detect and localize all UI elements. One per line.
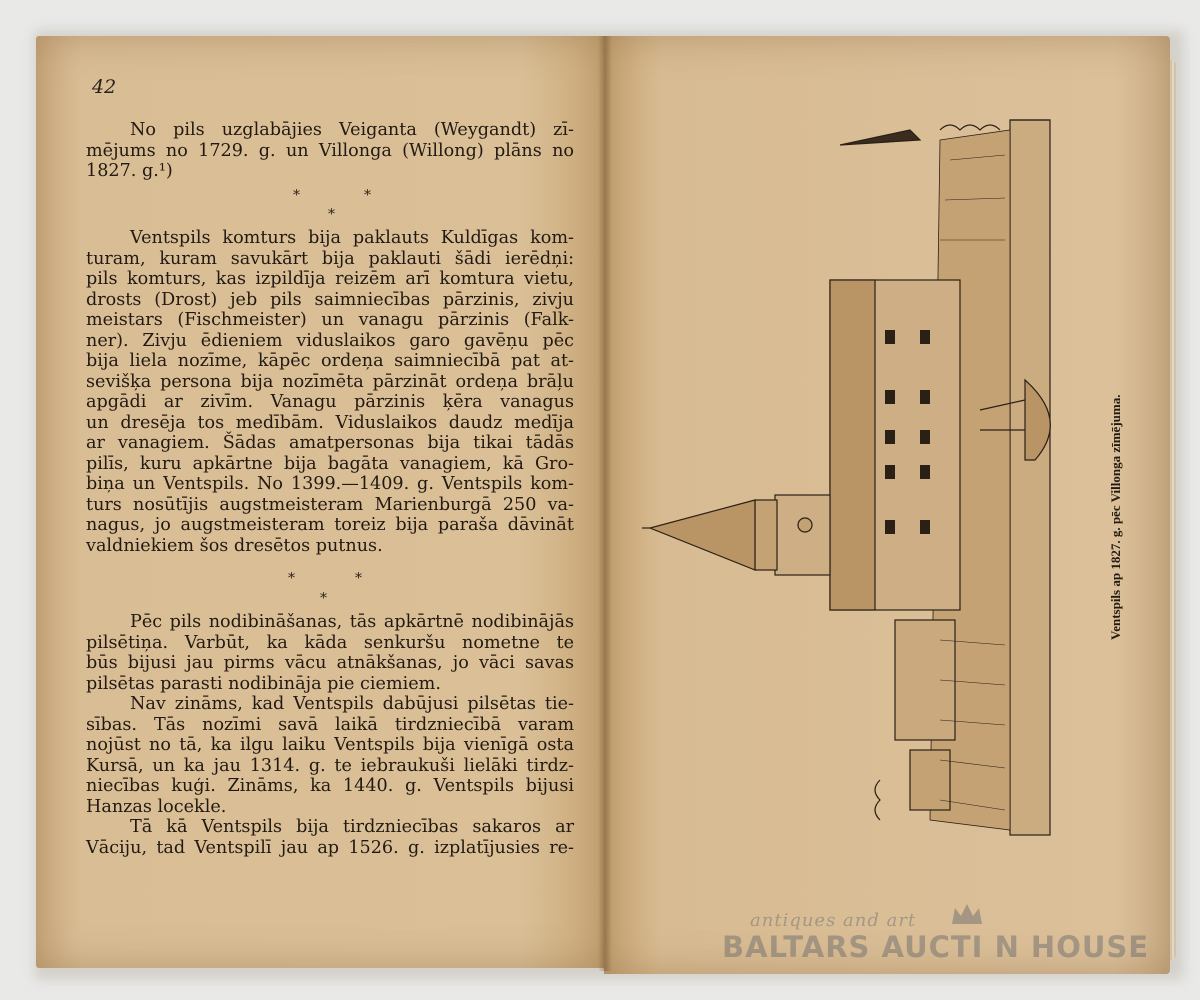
text-line: biņa un Ventspils. No 1399.—1409. g. Ventspils kom- <box>86 474 574 494</box>
text-line: meistars (Fischmeister) un vanagu pārzinis (Falk- <box>86 310 574 330</box>
text-line: Nav zināms, kad Ventspils dabūjusi pilsētas tie- <box>130 694 574 714</box>
text-line: Ventspils komturs bija paklauts Kuldīgas kom- <box>130 228 574 248</box>
paragraph-town-rights <box>86 694 574 817</box>
text-line: ar vanagiem. Šādas amatpersonas bija tikai tādās <box>86 433 574 453</box>
text-line: Kursā, un ka jau 1314. g. te iebraukuši lielāki tirdz- <box>86 755 574 776</box>
paragraph-komturs <box>86 228 574 556</box>
separator-star: ⁎ <box>320 586 327 602</box>
castle-engraving-icon <box>640 100 1080 840</box>
text-line: nagus, jo augstmeisteram toreiz bija paraša dāvināt <box>86 515 574 535</box>
text-line: drosts (Drost) jeb pils saimniecības pārzinis, zivju <box>86 289 574 310</box>
text-line: valdniekiem šos dresētos putnus. <box>86 535 383 556</box>
text-line: Vāciju, tad Ventspilī jau ap 1526. g. izplatījusies re- <box>86 837 574 858</box>
text-line: Tā kā Ventspils bija tirdzniecības sakaros ar <box>130 817 574 837</box>
text-line: turam, kuram savukārt bija paklauti šādi ierēdņi: <box>86 248 574 269</box>
text-line: 1827. g.¹) <box>86 161 173 181</box>
text-line: pilsētiņa. Varbūt, ka kāda senkuršu nometne te <box>86 632 574 653</box>
text-line: Pēc pils nodibināšanas, tās apkārtnē nodibinājās <box>130 612 574 632</box>
text-line: apgādi ar zivīm. Vanagu pārzinis ķēra vanagus <box>86 392 574 412</box>
text-line: niecības kuģi. Zināms, ka 1440. g. Ventspils bijusi <box>86 776 574 796</box>
text-line: pilsētas parasti nodibināja pie ciemiem. <box>86 673 441 694</box>
watermark-tagline: antiques and art <box>750 910 917 931</box>
illustration-caption <box>1090 300 1123 640</box>
text-line: pils komturs, kas izpildīja reizēm arī komtura vietu, <box>86 269 574 289</box>
book-gutter <box>598 36 612 971</box>
paragraph-town-founding <box>86 612 574 694</box>
text-line: mējums no 1729. g. un Villonga (Willong) plāns no <box>86 140 574 161</box>
separator-star: ⁎ <box>293 183 300 199</box>
text-line: un dresēja tos medībām. Viduslaikos daudz medīja <box>86 412 574 433</box>
text-line: sevišķa persona bija nozīmēta pārzināt ordeņa brāļu <box>86 371 574 392</box>
text-line: pilīs, kuru apkārtne bija bagāta vanagiem, kā Gro- <box>86 453 574 474</box>
text-line: Hanzas locekle. <box>86 796 227 817</box>
text-line: būs bijusi jau pirms vācu atnākšanas, jo vāci savas <box>86 653 574 673</box>
crown-icon <box>950 902 984 928</box>
paragraph-trade <box>86 817 574 858</box>
text-line: No pils uzglabājies Veiganta (Weygandt) zī- <box>130 120 574 140</box>
separator-star: ⁎ <box>355 566 362 582</box>
text-line: sības. Tās nozīmi savā laikā tirdzniecībā varam <box>86 714 574 735</box>
text-line: nojūst no tā, ka ilgu laiku Ventspils bija vienīgā osta <box>86 735 574 755</box>
text-line: turs nosūtījis augstmeisteram Marienburgā 250 va- <box>86 494 574 515</box>
paragraph-drawing-source <box>86 120 574 182</box>
separator-star: ⁎ <box>364 183 371 199</box>
text-line: bija liela nozīme, kāpēc ordeņa saimniecībā pat at- <box>86 351 574 371</box>
watermark-name: BALTARS AUCTI N HOUSE <box>722 930 1150 964</box>
text-line: ner). Zivju ēdieniem viduslaikos garo gavēņu pēc <box>86 330 574 351</box>
caption-text: Ventspils ap 1827. g. pēc Villonga zīmējuma. <box>1108 394 1123 640</box>
separator-star: ⁎ <box>328 202 335 218</box>
separator-star: ⁎ <box>288 566 295 582</box>
page-number: 42 <box>92 76 117 98</box>
